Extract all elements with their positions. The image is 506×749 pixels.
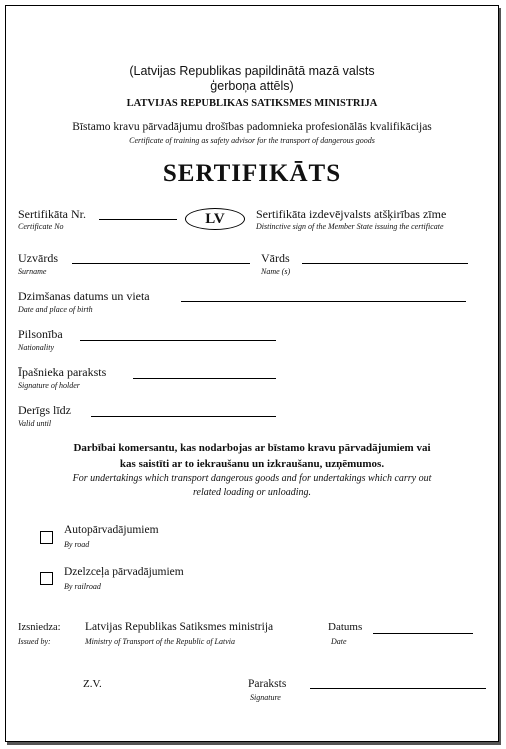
scope-latvian-line1: Darbībai komersantu, kas nodarbojas ar bīstamo kravu pārvadājumiem vai (73, 442, 431, 454)
issuing-state-label-en: Distinctive sign of the Member State issuing the certificate (256, 222, 444, 231)
road-transport-label: Autopārvadājumiem (64, 524, 159, 536)
issued-by-label-en: Issued by: (18, 637, 51, 646)
issuing-state-label: Sertifikāta izdevējvalsts atšķirības zīme (256, 207, 447, 221)
road-transport-checkbox[interactable] (40, 531, 53, 544)
nationality-label: Pilsonība (18, 327, 63, 341)
rail-transport-label-en: By railroad (64, 582, 101, 591)
date-label-en: Date (331, 637, 347, 646)
nationality-label-en: Nationality (18, 343, 54, 352)
birth-label-en: Date and place of birth (18, 305, 93, 314)
signature-field[interactable] (310, 688, 486, 689)
coat-of-arms-note-line2: ģerboņa attēls) (210, 79, 294, 93)
signature-label-en: Signature (250, 693, 281, 702)
signature-label: Paraksts (248, 678, 287, 690)
surname-label-en: Surname (18, 267, 47, 276)
holder-signature-label: Īpašnieka paraksts (18, 365, 107, 379)
valid-until-field[interactable] (91, 416, 276, 417)
issued-by-label: Izsniedza: (18, 622, 61, 633)
valid-until-label: Derīgs līdz (18, 403, 71, 417)
ministry-heading: LATVIJAS REPUBLIKAS SATIKSMES MINISTRIJA (126, 98, 378, 109)
cert-number-field[interactable] (99, 219, 177, 220)
rail-transport-checkbox[interactable] (40, 572, 53, 585)
scope-latvian-line2: kas saistīti ar to iekraušanu un izkraušanu, uzņēmumos. (119, 458, 385, 470)
coat-of-arms-note-line1: (Latvijas Republikas papildinātā mazā valsts (129, 64, 375, 78)
holder-signature-field[interactable] (133, 378, 276, 379)
scope-english-line2: related loading or unloading. (193, 487, 311, 498)
rail-transport-label: Dzelzceļa pārvadājumiem (64, 566, 184, 578)
issuer-name: Latvijas Republikas Satiksmes ministrija (85, 621, 274, 633)
subtitle-english: Certificate of training as safety advisor for the transport of dangerous goods (129, 136, 375, 145)
country-code-oval: LV (185, 208, 245, 230)
valid-until-label-en: Valid until (18, 419, 52, 428)
subtitle-latvian: Bīstamo kravu pārvadājumu drošības padomnieka profesionālās kvalifikācijas (72, 121, 432, 133)
nationality-field[interactable] (80, 340, 276, 341)
surname-field[interactable] (72, 263, 250, 264)
holder-signature-label-en: Signature of holder (18, 381, 80, 390)
birth-field[interactable] (181, 301, 466, 302)
cert-number-label-en: Certificate No (18, 222, 64, 231)
road-transport-label-en: By road (64, 540, 90, 549)
date-label: Datums (328, 621, 363, 633)
stamp-place-label: Z.V. (83, 678, 102, 690)
name-label: Vārds (261, 251, 290, 265)
date-field[interactable] (373, 633, 473, 634)
issuer-name-en: Ministry of Transport of the Republic of Latvia (85, 637, 235, 646)
certificate-title: SERTIFIKĀTS (162, 160, 342, 187)
name-label-en: Name (s) (261, 267, 291, 276)
scope-english-line1: For undertakings which transport dangerous goods and for undertakings which carry out (72, 473, 432, 484)
certificate-page (5, 5, 499, 742)
birth-label: Dzimšanas datums un vieta (18, 289, 150, 303)
name-field[interactable] (302, 263, 468, 264)
surname-label: Uzvārds (18, 251, 58, 265)
cert-number-label: Sertifikāta Nr. (18, 207, 86, 221)
